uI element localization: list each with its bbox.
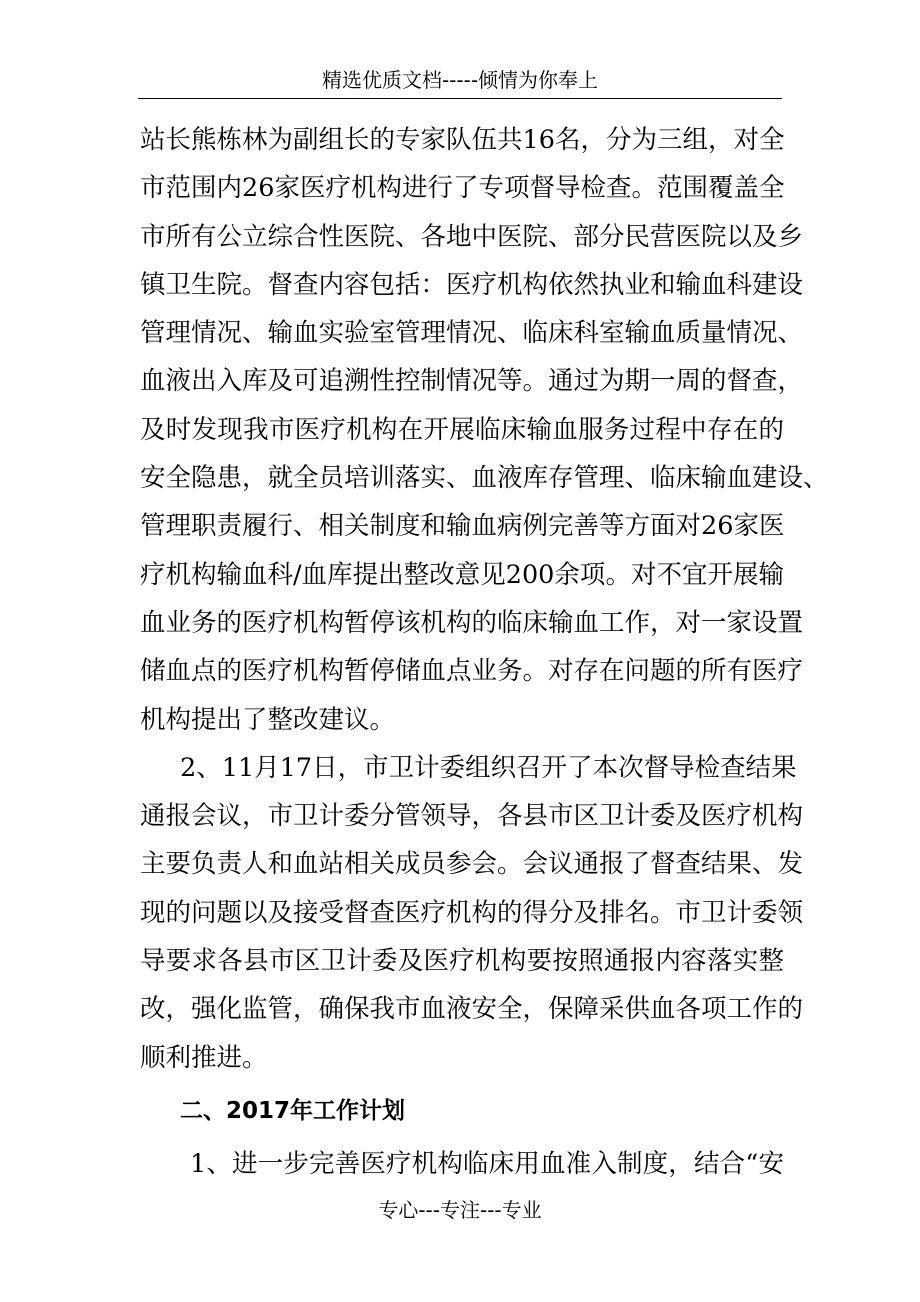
paragraph-3 (140, 1140, 784, 1188)
text-line: 机构提出了整改建议。 (140, 704, 396, 735)
text-line: 管理职责履行、相关制度和输血病例完善等方面对26家医 (140, 511, 785, 542)
text-line: 站长熊栋林为副组长的专家队伍共16名，分为三组，对全 (140, 125, 785, 155)
header-divider (138, 98, 782, 99)
text-line: 1、进一步完善医疗机构临床用血准入制度，结合“安 (190, 1148, 784, 1179)
text-line: 改，强化监管，确保我市血液安全，保障采供血各项工作的 (140, 994, 804, 1025)
paragraph-2 (140, 744, 804, 1082)
section-heading: 二、2017年工作计划 (180, 1097, 406, 1124)
text-line: 市所有公立综合性医院、各地中医院、部分民营医院以及乡 (140, 221, 804, 252)
text-line: 现的问题以及接受督查医疗机构的得分及排名。市卫计委领 (140, 897, 804, 928)
text-line: 市范围内26家医疗机构进行了专项督导检查。范围覆盖全 (140, 173, 785, 204)
text-line: 2、11月17日，市卫计委组织召开了本次督导检查结果 (180, 752, 797, 783)
text-line: 安全隐患，就全员培训落实、血液库存管理、临床输血建设、 (140, 463, 829, 494)
text-line: 主要负责人和血站相关成员参会。会议通报了督查结果、发 (140, 849, 804, 880)
text-line: 镇卫生院。督查内容包括：医疗机构依然执业和输血科建设 (140, 269, 804, 300)
text-line: 血业务的医疗机构暂停该机构的临床输血工作，对一家设置 (140, 607, 804, 638)
text-line: 储血点的医疗机构暂停储血点业务。对存在问题的所有医疗 (140, 656, 804, 687)
text-line: 疗机构输血科/血库提出整改意见200余项。对不宜开展输 (140, 559, 784, 590)
text-line: 及时发现我市医疗机构在开展临床输血服务过程中存在的 (140, 414, 784, 445)
text-line: 顺利推进。 (140, 1042, 268, 1073)
page-footer: 专心---专注---专业 (378, 1198, 542, 1222)
document-body (140, 116, 829, 1188)
paragraph-1 (140, 116, 829, 744)
text-line: 导要求各县市区卫计委及医疗机构要按照通报内容落实整 (140, 946, 784, 977)
text-line: 通报会议，市卫计委分管领导，各县市区卫计委及医疗机构 (140, 801, 804, 832)
text-line: 血液出入库及可追溯性控制情况等。通过为期一周的督查， (140, 366, 804, 397)
page-header: 精选优质文档-----倾情为你奉上 (321, 68, 599, 92)
text-line: 管理情况、输血实验室管理情况、临床科室输血质量情况、 (140, 318, 804, 349)
